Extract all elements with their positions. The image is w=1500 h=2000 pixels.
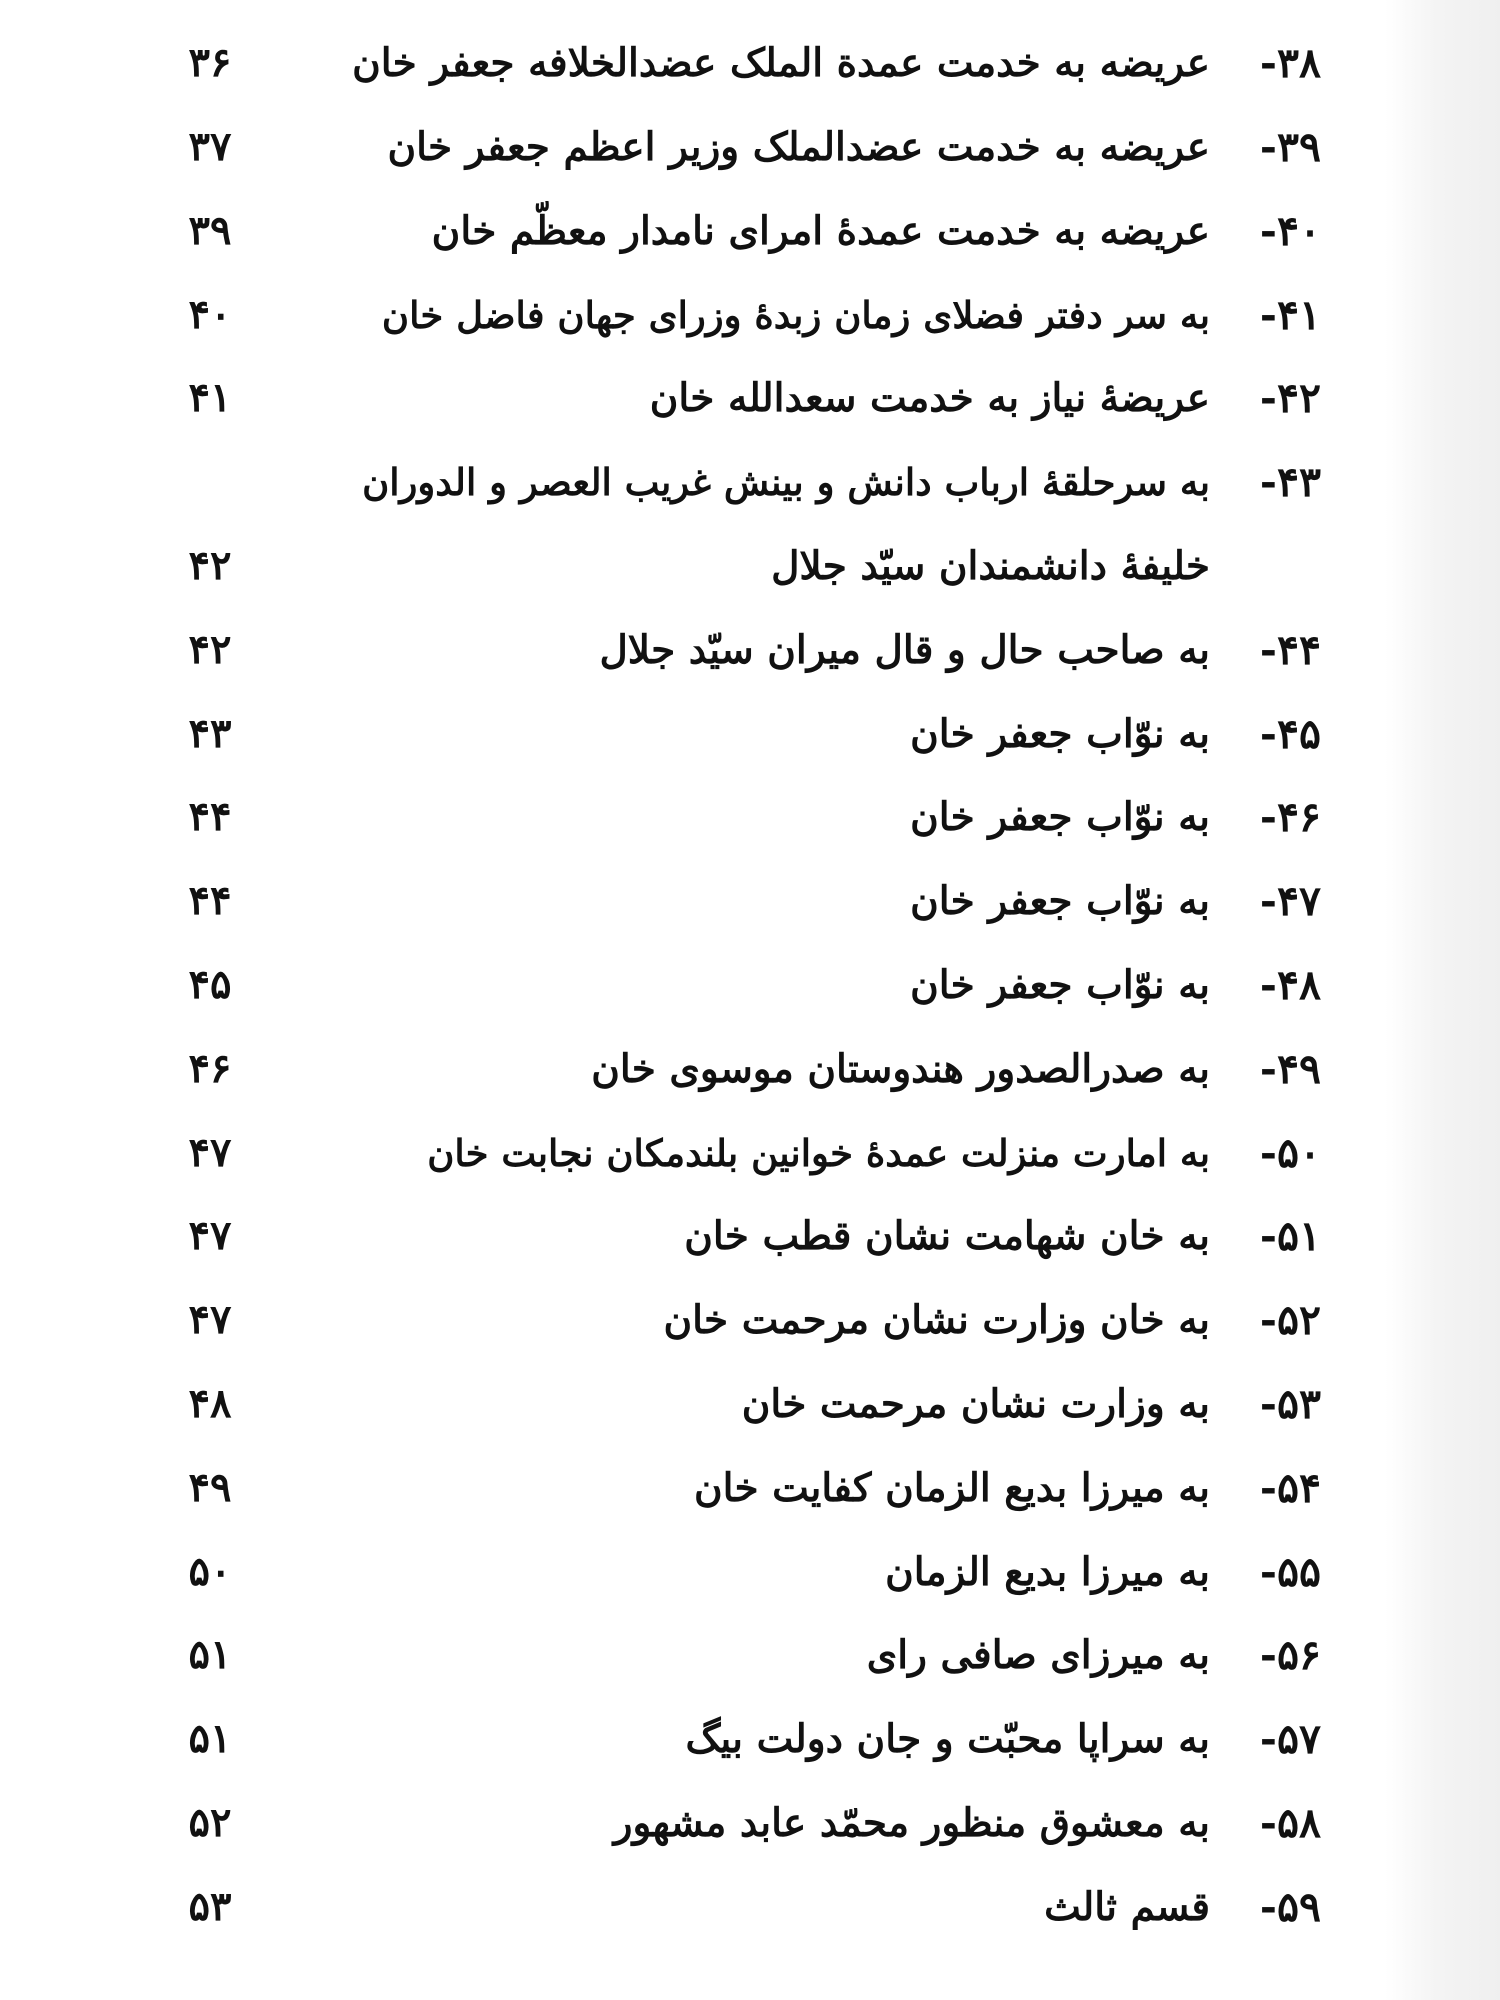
page-number: ۵۱ <box>188 1631 232 1678</box>
page-number: ۴۴ <box>188 877 232 924</box>
entry-title: به خان شهامت نشان قطب خان <box>684 1213 1210 1259</box>
entry-number: ۵۸- <box>1259 1799 1321 1847</box>
entry-number: ۴۸- <box>1259 961 1321 1009</box>
entry-title: به نوّاب جعفر خان <box>910 878 1210 924</box>
entry-title: به نوّاب جعفر خان <box>910 794 1210 840</box>
page-number: ۴۷ <box>188 1129 232 1176</box>
toc-entry-38 <box>0 28 1500 98</box>
page-number: ۴۱ <box>188 374 232 421</box>
toc-entry-52 <box>0 1285 1500 1355</box>
entry-title: به سراپا محبّت و جان دولت بیگ <box>685 1716 1210 1762</box>
toc-entry-58 <box>0 1788 1500 1858</box>
page-number: ۴۷ <box>188 1212 232 1259</box>
entry-number: ۵۹- <box>1259 1883 1321 1931</box>
entry-title-continuation: خلیفۀ دانشمندان سیّد جلال <box>771 543 1210 589</box>
page-number: ۴۰ <box>188 291 232 338</box>
page-number: ۵۰ <box>188 1548 232 1595</box>
entry-number: ۴۳- <box>1259 458 1321 506</box>
page-number: ۴۳ <box>188 710 232 757</box>
entry-title: عریضۀ نیاز به خدمت سعدالله خان <box>649 375 1210 421</box>
toc-entry-42 <box>0 363 1500 433</box>
page-number: ۳۶ <box>188 39 232 86</box>
entry-title: به نوّاب جعفر خان <box>910 711 1210 757</box>
entry-title: عریضه به خدمت عضدالملک وزیر اعظم جعفر خان <box>387 124 1210 170</box>
page-number: ۴۵ <box>188 961 232 1008</box>
entry-number: ۴۴- <box>1259 626 1321 674</box>
entry-number: ۴۵- <box>1259 710 1321 758</box>
page-number: ۴۷ <box>188 1296 232 1343</box>
entry-number: ۵۷- <box>1259 1715 1321 1763</box>
toc-entry-44 <box>0 615 1500 685</box>
toc-entry-41 <box>0 280 1500 350</box>
page-number: ۵۳ <box>188 1883 232 1930</box>
entry-number: ۵۲- <box>1259 1296 1321 1344</box>
entry-title: قسم ثالث <box>1044 1884 1210 1930</box>
entry-number: ۴۱- <box>1259 291 1321 339</box>
entry-title: به میرزای صافی رای <box>866 1632 1210 1678</box>
toc-entry-57 <box>0 1704 1500 1774</box>
toc-entry-40 <box>0 196 1500 266</box>
entry-number: ۴۷- <box>1259 877 1321 925</box>
toc-entry-59 <box>0 1872 1500 1942</box>
entry-title: به میرزا بدیع الزمان <box>885 1549 1210 1595</box>
toc-entry-46 <box>0 782 1500 852</box>
entry-number: ۵۳- <box>1259 1380 1321 1428</box>
page-number: ۵۱ <box>188 1715 232 1762</box>
page-number: ۳۷ <box>188 123 232 170</box>
page-number: ۴۲ <box>188 626 232 673</box>
page-number: ۵۲ <box>188 1799 232 1846</box>
entry-number: ۴۲- <box>1259 374 1321 422</box>
entry-number: ۵۵- <box>1259 1548 1321 1596</box>
page-number: ۴۹ <box>188 1464 232 1511</box>
page-number: ۴۲ <box>188 542 232 589</box>
entry-title: به میرزا بدیع الزمان کفایت خان <box>693 1465 1210 1511</box>
toc-entry-39 <box>0 112 1500 182</box>
entry-number: ۳۸- <box>1259 39 1321 87</box>
entry-number: ۴۹- <box>1259 1045 1321 1093</box>
toc-entry-54 <box>0 1453 1500 1523</box>
page-number: ۴۸ <box>188 1380 232 1427</box>
entry-title: به معشوق منظور محمّد عابد مشهور <box>613 1800 1210 1846</box>
entry-title: عریضه به خدمت عمدۀ امرای نامدار معظّم خان <box>431 208 1210 254</box>
entry-title: به صدرالصدور هندوستان موسوی خان <box>591 1046 1210 1092</box>
entry-number: ۵۰- <box>1259 1129 1321 1177</box>
entry-title: به سر دفتر فضلای زمان زبدۀ وزرای جهان فاضل خان <box>381 293 1210 337</box>
page-number: ۳۹ <box>188 207 232 254</box>
entry-number: ۵۶- <box>1259 1631 1321 1679</box>
entry-title: به وزارت نشان مرحمت خان <box>741 1381 1210 1427</box>
toc-entry-50 <box>0 1118 1500 1188</box>
entry-number: ۳۹- <box>1259 123 1321 171</box>
toc-entry-48 <box>0 950 1500 1020</box>
toc-entry-49 <box>0 1034 1500 1104</box>
toc-entry-51 <box>0 1201 1500 1271</box>
entry-title: به امارت منزلت عمدۀ خوانین بلندمکان نجابت خان <box>427 1131 1210 1175</box>
entry-number: ۴۰- <box>1259 207 1321 255</box>
toc-entry-47 <box>0 866 1500 936</box>
toc-entry-56 <box>0 1620 1500 1690</box>
page-number: ۴۴ <box>188 793 232 840</box>
entry-number: ۴۶- <box>1259 793 1321 841</box>
toc-entry-53 <box>0 1369 1500 1439</box>
entry-number: ۵۱- <box>1259 1212 1321 1260</box>
entry-title: به صاحب حال و قال میران سیّد جلال <box>599 627 1210 673</box>
toc-entry-45 <box>0 699 1500 769</box>
entry-title: به نوّاب جعفر خان <box>910 962 1210 1008</box>
page-number: ۴۶ <box>188 1045 232 1092</box>
entry-number: ۵۴- <box>1259 1464 1321 1512</box>
entry-title: عریضه به خدمت عمدة الملک عضدالخلافه جعفر خان <box>352 40 1210 86</box>
toc-entry-43 <box>0 447 1500 517</box>
entry-title: به سرحلقۀ ارباب دانش و بینش غریب العصر و الدوران <box>362 460 1210 504</box>
toc-entry-55 <box>0 1537 1500 1607</box>
entry-title: به خان وزارت نشان مرحمت خان <box>663 1297 1210 1343</box>
toc-entry-43-continued <box>0 531 1500 601</box>
